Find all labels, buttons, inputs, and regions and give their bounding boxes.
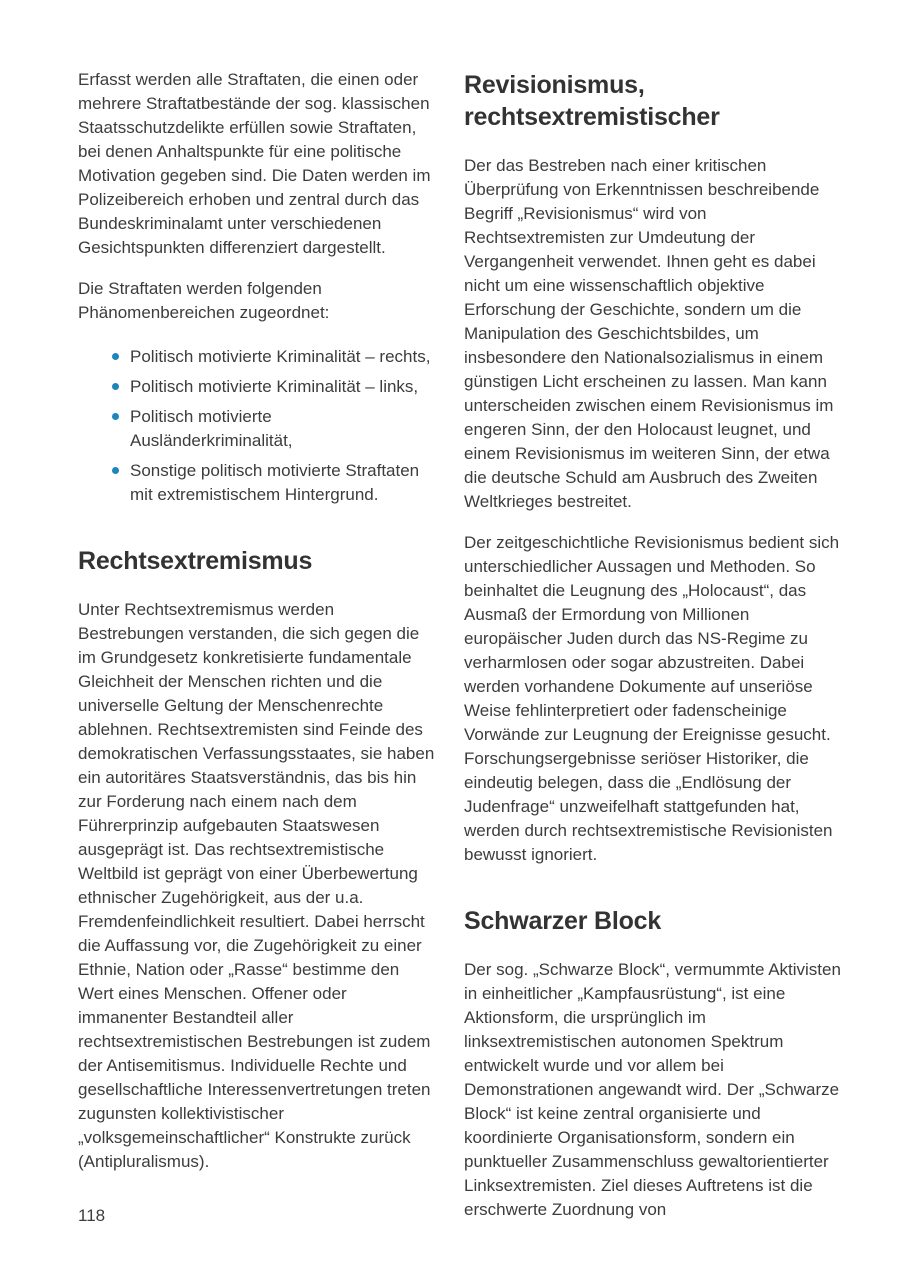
paragraph-revisionismus-methods: Der zeitgeschichtliche Revisionismus bedient sich unterschiedlicher Aussagen und Methoden. So beinhaltet die Leugnung des „Holocaust“, das Ausmaß der Ermordung von Millionen europäischer Juden durch das NS-Regime zu verharmlosen oder sogar abzustreiten. Dabei werden vorhandene Dokumente auf unseriöse Weise fehlinterpretiert oder fadenscheinige Vorwände zur Leugnung der Ereignisse gesucht. Forschungsergebnisse seriöser Historiker, die eindeutig belegen, dass die „Endlösung der Judenfrage“ unzweifelhaft stattgefunden hat, werden durch rechtsextremistische Revisionisten bewusst ignoriert. (464, 533, 840, 864)
phenomenon-list (78, 345, 436, 507)
list-item-text: Politisch motivierte Kriminalität – links, (130, 377, 419, 396)
list-item (130, 405, 436, 453)
list-item (130, 345, 436, 369)
list-item (130, 375, 436, 399)
section-heading-schwarzer-block: Schwarzer Block (464, 907, 662, 935)
left-column (78, 68, 436, 1191)
right-column (464, 68, 850, 1239)
paragraph-crime-recording: Erfasst werden alle Straftaten, die einen oder mehrere Straftatbestände der sog. klassischen Staatsschutzdelikte erfüllen sowie Straftaten, bei denen Anhaltspunkte für eine politische Motivation gegeben sind. Die Daten werden im Polizeibereich erhoben und zentral durch das Bundeskriminalamt unter verschiedenen Gesichtspunkten differenziert dargestellt. (78, 70, 431, 257)
section-heading-rechtsextremismus: Rechtsextremismus (78, 547, 313, 575)
paragraph-rechtsextremismus-definition: Unter Rechtsextremismus werden Bestrebungen verstanden, die sich gegen die im Grundgesetz konkretisierte fundamentale Gleichheit der Menschen richten und die universelle Geltung der Menschenrechte ablehnen. Rechtsextremisten sind Feinde des demokratischen Verfassungsstaates, sie haben ein autoritäres Staatsverständnis, das bis hin zur Forderung nach einem nach dem Führerprinzip aufgebauten Staatswesen ausgeprägt ist. Das rechtsextremistische Weltbild ist geprägt von einer Überbewertung ethnischer Zugehörigkeit, aus der u.a. Fremdenfeindlichkeit resultiert. Dabei herrscht die Auffassung vor, die Zugehörigkeit zu einer Ethnie, Nation oder „Rasse“ bestimme den Wert eines Menschen. Offener oder immanenter Bestandteil aller rechtsextremistischen Bestrebungen ist zudem der Antisemitismus. Individuelle Rechte und gesellschaftliche Interessenvertretungen treten zugunsten kollektivistischer „volksgemeinschaftlicher“ Konstrukte zurück (Antipluralismus). (78, 600, 435, 1171)
list-item (130, 459, 436, 507)
list-item-text: Sonstige politisch motivierte Straftaten mit extremistischem Hintergrund. (130, 461, 420, 504)
section-heading-revisionismus: Revisionismus, rechtsextremistischer (464, 71, 720, 131)
bullet-icon (112, 353, 119, 360)
paragraph-phenomenon-areas: Die Straftaten werden folgenden Phänomenbereichen zugeordnet: (78, 279, 330, 322)
list-item-text: Politisch motivierte Kriminalität – rechts, (130, 347, 431, 366)
paragraph-revisionismus-definition: Der das Bestreben nach einer kritischen Überprüfung von Erkenntnissen beschreibende Begriff „Revisionismus“ wird von Rechtsextremisten zur Umdeutung der Vergangenheit verwendet. Ihnen geht es dabei nicht um eine wissenschaftlich objektive Erforschung der Geschichte, sondern um die Manipulation des Geschichtsbildes, um insbesondere den Nationalsozialismus in einem günstigen Licht erscheinen zu lassen. Man kann unterscheiden zwischen einem Revisionismus im engeren Sinn, der den Holocaust leugnet, und einem Revisionismus im weiteren Sinn, der etwa die deutsche Schuld am Ausbruch des Zweiten Weltkrieges bestreitet. (464, 156, 834, 511)
page-number: 118 (78, 1206, 106, 1225)
bullet-icon (112, 467, 119, 474)
bullet-icon (112, 383, 119, 390)
bullet-icon (112, 413, 119, 420)
paragraph-schwarzer-block-definition: Der sog. „Schwarze Block“, vermummte Aktivisten in einheitlicher „Kampfausrüstung“, ist eine Aktionsform, die ursprünglich im linksextremistischen autonomen Spektrum entwickelt wurde und vor allem bei Demonstrationen angewandt wird. Der „Schwarze Block“ ist keine zentral organisierte und koordinierte Organisationsform, sondern ein punktueller Zusammenschluss gewaltorientierter Linksextremisten. Ziel dieses Auftretens ist die erschwerte Zuordnung von (464, 960, 841, 1219)
list-item-text: Politisch motivierte Ausländerkriminalität, (130, 407, 293, 450)
